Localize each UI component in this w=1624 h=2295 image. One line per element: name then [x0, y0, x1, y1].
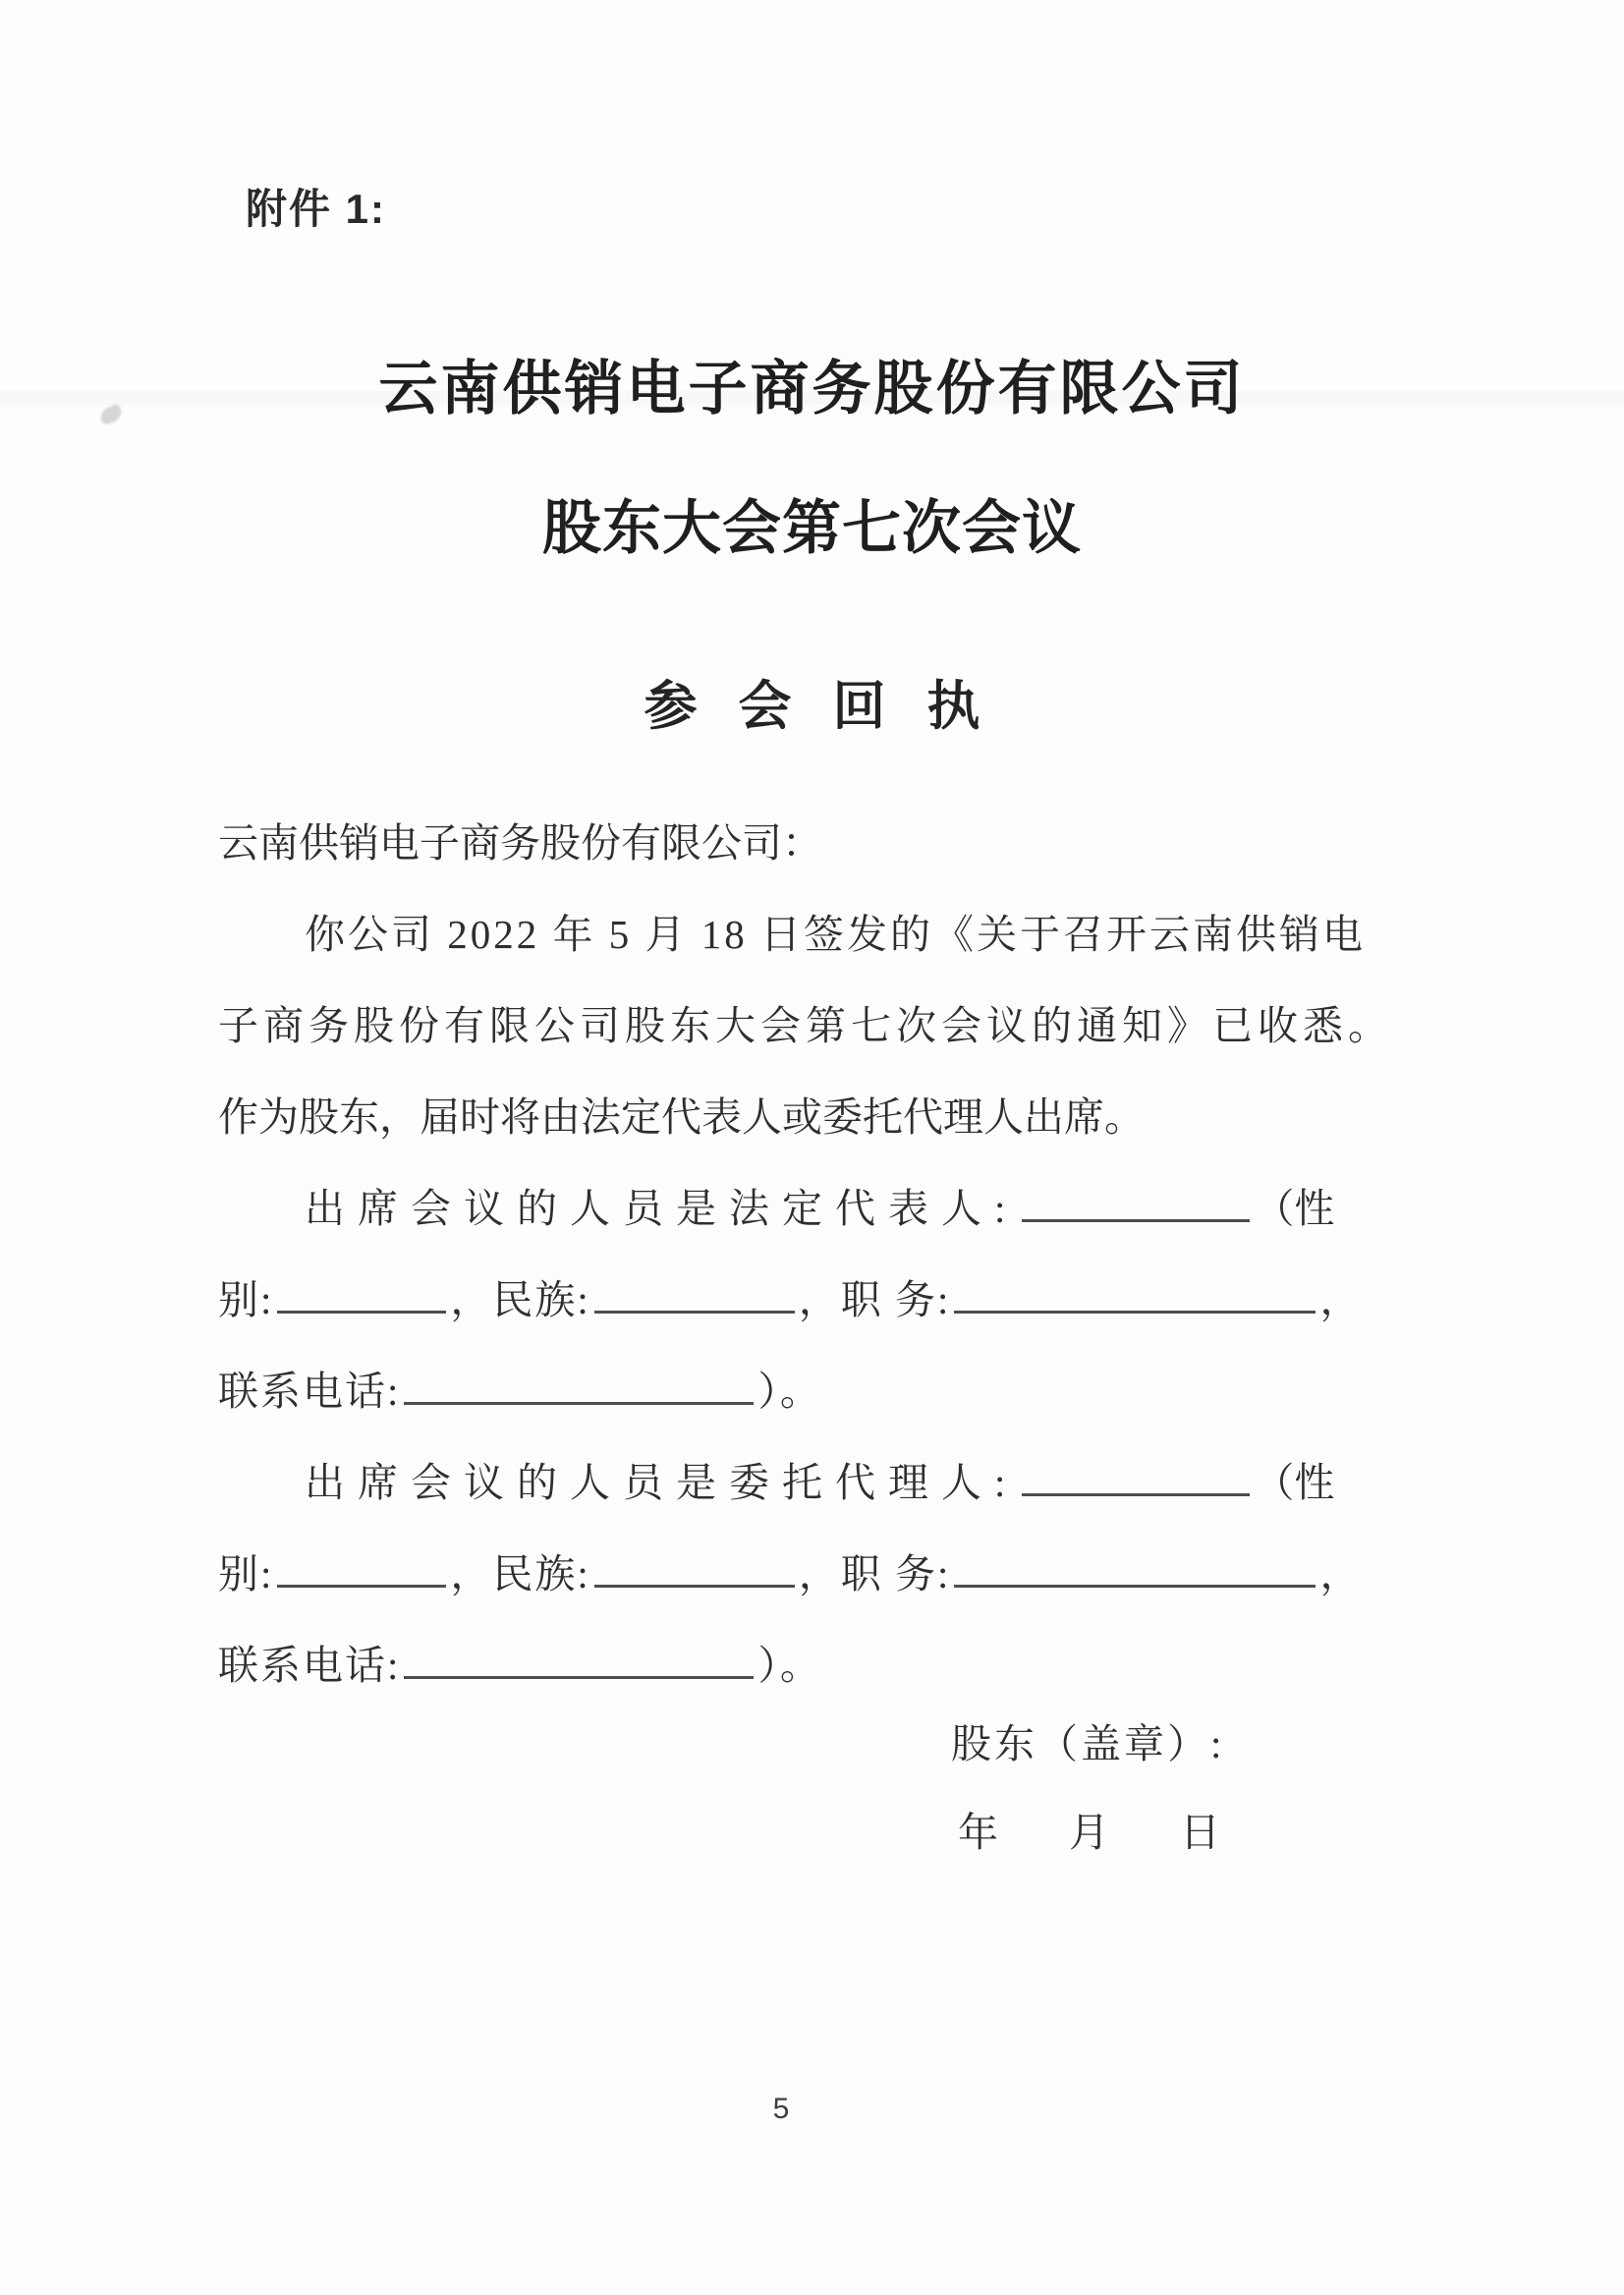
- paragraph-line-1: 你公司 2022 年 5 月 18 日签发的《关于召开云南供销电: [305, 912, 1366, 957]
- legal-rep-ethnic-blank: [594, 1306, 795, 1314]
- gender-label: 别:: [218, 1277, 274, 1322]
- legal-rep-detail-line: [218, 1255, 1436, 1346]
- legal-rep-gender-blank: [277, 1306, 446, 1314]
- proxy-lead: 出席会议的人员是委托代理人:: [305, 1460, 1019, 1505]
- proxy-open-paren: （性: [1254, 1460, 1335, 1505]
- paragraph-line-3: 作为股东，届时将由法定代表人或委托代理人出席。: [218, 1094, 1145, 1140]
- legal-rep-duty-blank: [954, 1306, 1316, 1314]
- legal-rep-name-blank: [1022, 1214, 1250, 1222]
- proxy-ethnic-blank: [594, 1580, 795, 1588]
- proxy-phone-line: [218, 1620, 1436, 1711]
- form-body: [218, 798, 1436, 1711]
- proxy-duty-blank: [954, 1580, 1316, 1588]
- gender-label: 别:: [218, 1551, 274, 1596]
- proxy-line: [218, 1437, 1436, 1529]
- phone-label: 联系电话:: [218, 1643, 401, 1688]
- document-title-line1: 云南供销电子商务股份有限公司: [378, 357, 1246, 421]
- salutation-line: 云南供销电子商务股份有限公司：: [218, 820, 822, 866]
- ethnic-label: ，民族:: [450, 1551, 590, 1596]
- date-line: [958, 1800, 1220, 1858]
- year-label: 年: [958, 1810, 998, 1855]
- proxy-detail-line: [218, 1529, 1436, 1620]
- close-paren: ）。: [757, 1643, 822, 1688]
- ethnic-label: ，民族:: [450, 1277, 590, 1322]
- legal-rep-phone-blank: [404, 1397, 754, 1405]
- document-title-line2: 股东大会第七次会议: [542, 496, 1082, 561]
- duty-label: ，职 务:: [798, 1277, 951, 1322]
- day-label: 日: [1180, 1810, 1220, 1855]
- form-subtitle: 参会回执: [644, 677, 1022, 736]
- legal-rep-line: [218, 1163, 1436, 1255]
- legal-rep-open-paren: （性: [1254, 1186, 1335, 1231]
- page-number: 5: [772, 2093, 790, 2125]
- month-label: 月: [1069, 1810, 1109, 1855]
- trailing-comma: ，: [1319, 1551, 1363, 1596]
- proxy-name-blank: [1022, 1488, 1250, 1496]
- proxy-phone-blank: [404, 1671, 754, 1679]
- legal-rep-phone-line: [218, 1346, 1436, 1437]
- duty-label: ，职 务:: [798, 1551, 951, 1596]
- trailing-comma: ，: [1319, 1277, 1363, 1322]
- phone-label: 联系电话:: [218, 1369, 401, 1414]
- paragraph-line-2: 子商务股份有限公司股东大会第七次会议的通知》已收悉。: [218, 1003, 1393, 1048]
- attachment-label: 附件 1:: [246, 186, 387, 232]
- legal-rep-lead: 出席会议的人员是法定代表人:: [305, 1186, 1019, 1231]
- proxy-gender-blank: [277, 1580, 446, 1588]
- close-paren: ）。: [757, 1369, 822, 1414]
- shareholder-seal-line: 股东（盖章）:: [951, 1721, 1225, 1766]
